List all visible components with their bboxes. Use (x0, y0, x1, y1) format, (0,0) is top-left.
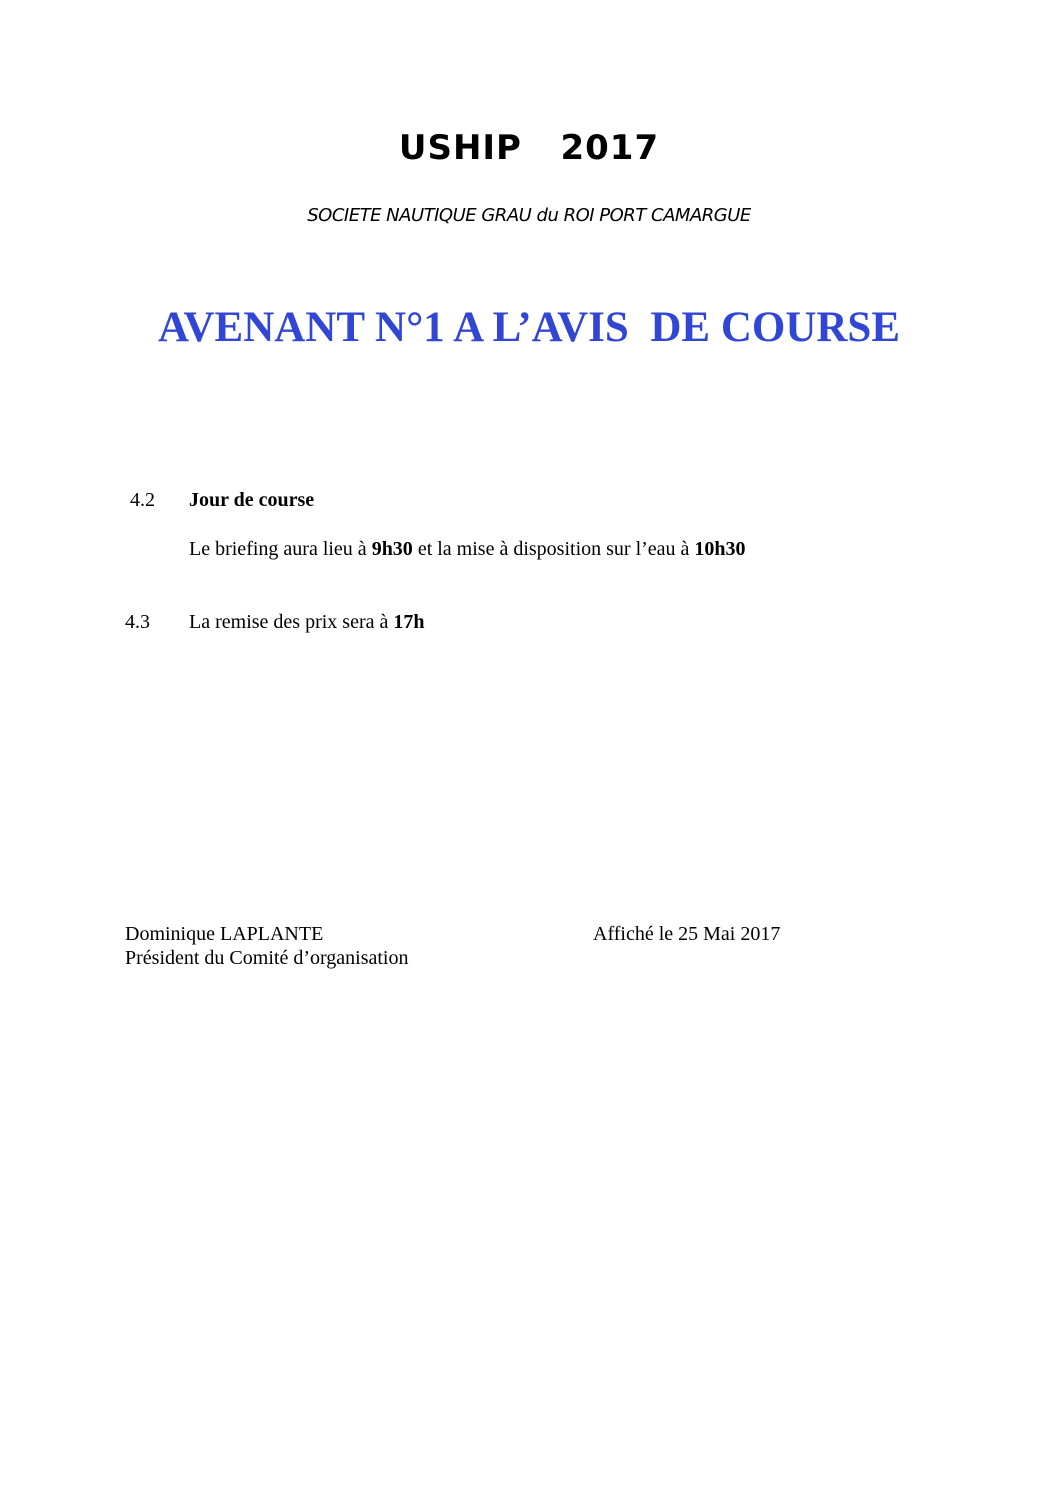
briefing-time: 9h30 (371, 538, 413, 560)
launch-text: et la mise à disposition sur l’eau à (412, 538, 695, 560)
section-4-2-body (189, 538, 746, 561)
section-4-3-body (189, 611, 424, 634)
club-name: SOCIETE NAUTIQUE GRAU du ROI PORT CAMARGUE (307, 205, 751, 226)
amendment-headline: AVENANT N°1 A L’AVIS DE COURSE (157, 304, 901, 351)
prize-text: La remise des prix sera à (189, 611, 394, 633)
launch-time: 10h30 (694, 538, 746, 560)
posting-date: Affiché le 25 Mai 2017 (593, 923, 781, 945)
document-title: USHIP 2017 (398, 128, 660, 168)
briefing-text: Le briefing aura lieu à (189, 538, 372, 560)
signatory-name: Dominique LAPLANTE (125, 923, 324, 945)
section-number-4-2: 4.2 (130, 489, 155, 511)
prize-time: 17h (393, 611, 425, 633)
section-heading-race-day: Jour de course (189, 489, 315, 511)
section-number-4-3: 4.3 (125, 611, 150, 633)
signatory-role: Président du Comité d’organisation (125, 947, 409, 969)
